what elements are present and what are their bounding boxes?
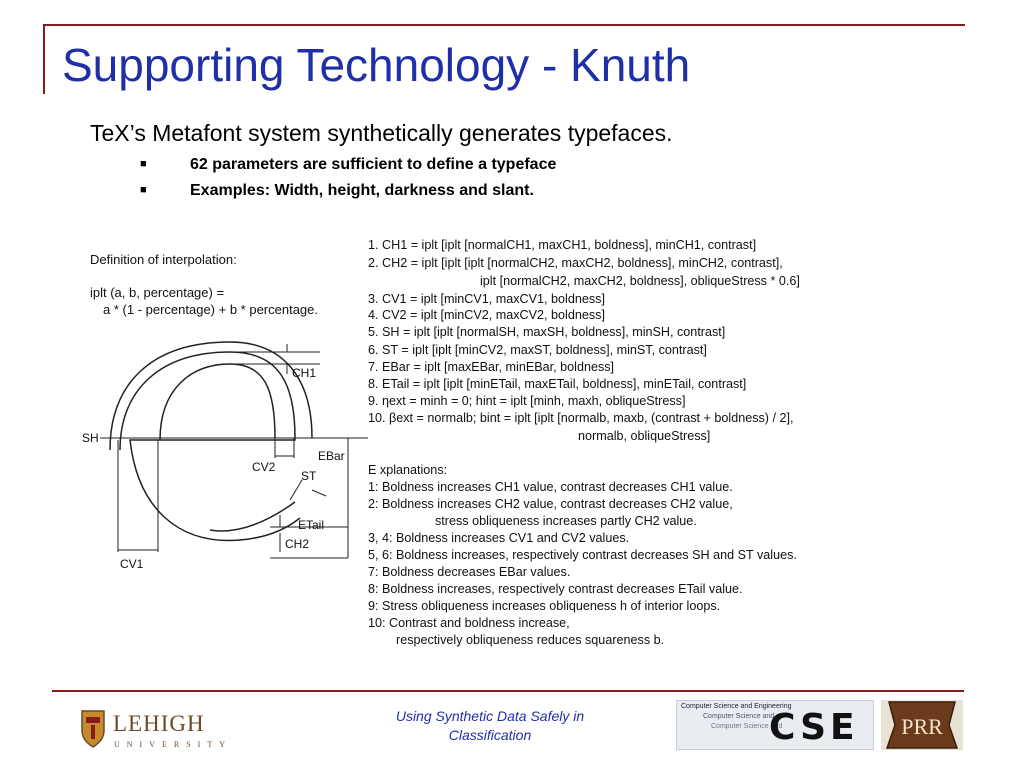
explanation-line: 1: Boldness increases CH1 value, contrast decreases CH1 value. [368, 480, 733, 494]
formula-line: 3. CV1 = iplt [minCV1, maxCV1, boldness] [368, 292, 605, 306]
footer-rule [52, 690, 964, 692]
label-st: ST [301, 469, 317, 483]
glyph-thin-outline [110, 342, 312, 450]
bullet-square-icon: ■ [140, 184, 147, 196]
definition-heading: Definition of interpolation: [90, 252, 237, 267]
label-ebar: EBar [318, 449, 345, 463]
label-ch2: CH2 [285, 537, 310, 551]
label-cv2: CV2 [252, 460, 276, 474]
definition-line: iplt (a, b, percentage) = [90, 285, 225, 300]
top-rule [43, 24, 965, 26]
metafont-glyph-diagram [80, 330, 370, 580]
cse-logo-small-text: Computer Science and Engineering [681, 703, 792, 710]
explanation-line: 7: Boldness decreases EBar values. [368, 565, 571, 579]
explanation-line: E xplanations: [368, 463, 448, 477]
bullet-text: 62 parameters are sufficient to define a typeface [190, 156, 557, 173]
bullet-square-icon: ■ [140, 158, 147, 170]
definition-line: a * (1 - percentage) + b * percentage. [103, 302, 318, 317]
explanation-line: 9: Stress obliqueness increases obliqueness h of interior loops. [368, 599, 721, 613]
explanation-line: stress obliqueness increases partly CH2 value. [435, 514, 697, 528]
formula-line: 7. EBar = iplt [maxEBar, minEBar, boldness] [368, 360, 615, 374]
bullet-item [140, 156, 556, 174]
lehigh-logo-text: LEHIGH [113, 711, 205, 736]
formula-line: 4. CV2 = iplt [minCV2, maxCV2, boldness] [368, 308, 605, 322]
slide-title: Supporting Technology - Knuth [62, 39, 691, 91]
formula-line: 6. ST = iplt [iplt [minCV2, maxST, boldness], minST, contrast] [368, 343, 707, 357]
glyph-inner-outline [160, 364, 275, 440]
explanation-line: 8: Boldness increases, respectively contrast decreases ETail value. [368, 582, 743, 596]
bullet-text: Examples: Width, height, darkness and slant. [190, 182, 534, 199]
cse-logo [676, 700, 874, 750]
explanation-line: 10: Contrast and boldness increase, [368, 616, 570, 630]
formula-line: normalb, obliqueStress] [578, 429, 711, 443]
cse-logo-small-text: Computer Science and [711, 723, 783, 730]
lehigh-logo-subtext: UNIVERSITY [114, 740, 232, 749]
explanation-line: 3, 4: Boldness increases CV1 and CV2 values. [368, 531, 630, 545]
explanation-line: 2: Boldness increases CH2 value, contrast decreases CH2 value, [368, 497, 733, 511]
formula-list [368, 238, 928, 448]
formula-line: 5. SH = iplt [iplt [normalSH, maxSH, boldness], minSH, contrast] [368, 325, 726, 339]
formula-line: 10. βext = normalb; bint = iplt [iplt [normalb, maxb, (contrast + boldness) / 2], [368, 411, 794, 425]
formula-line: 8. ETail = iplt [iplt [minETail, maxETail, boldness], minETail, contrast] [368, 377, 747, 391]
formula-line: 2. CH2 = iplt [iplt [iplt [normalCH2, maxCH2, boldness], minCH2, contrast], [368, 256, 783, 270]
formula-line: 1. CH1 = iplt [iplt [normalCH1, maxCH1, boldness], minCH1, contrast] [368, 238, 757, 252]
footer-caption-line: Classification [448, 727, 532, 743]
explanation-line: respectively obliqueness reduces squareness b. [396, 633, 665, 647]
bullet-item [140, 182, 534, 200]
prr-keystone-logo [881, 700, 963, 750]
footer-caption [340, 707, 640, 745]
st-arrow [312, 490, 326, 496]
keystone-letters: PRR [901, 714, 943, 739]
label-etail: ETail [298, 518, 325, 532]
left-rule [43, 24, 45, 94]
cse-logo-small-text: Computer Science and [703, 713, 775, 720]
st-leader [290, 480, 302, 500]
cse-logo-text: CSE [769, 707, 859, 748]
footer-caption-line: Using Synthetic Data Safely in [395, 708, 585, 724]
lead-text: TeX’s Metafont system synthetically generates typefaces. [90, 120, 673, 146]
label-ch1: CH1 [292, 366, 317, 380]
lehigh-shield-icon [80, 709, 106, 749]
keystone-icon [881, 700, 963, 750]
label-sh: SH [82, 431, 99, 445]
explanation-list [368, 463, 928, 653]
glyph-outer-outline [120, 352, 300, 540]
formula-line: iplt [normalCH2, maxCH2, boldness], obliqueStress * 0.6] [480, 274, 800, 288]
explanation-line: 5, 6: Boldness increases, respectively contrast decreases SH and ST values. [368, 548, 797, 562]
formula-line: 9. ηext = minh = 0; hint = iplt [minh, maxh, obliqueStress] [368, 394, 686, 408]
label-cv1: CV1 [120, 557, 144, 571]
